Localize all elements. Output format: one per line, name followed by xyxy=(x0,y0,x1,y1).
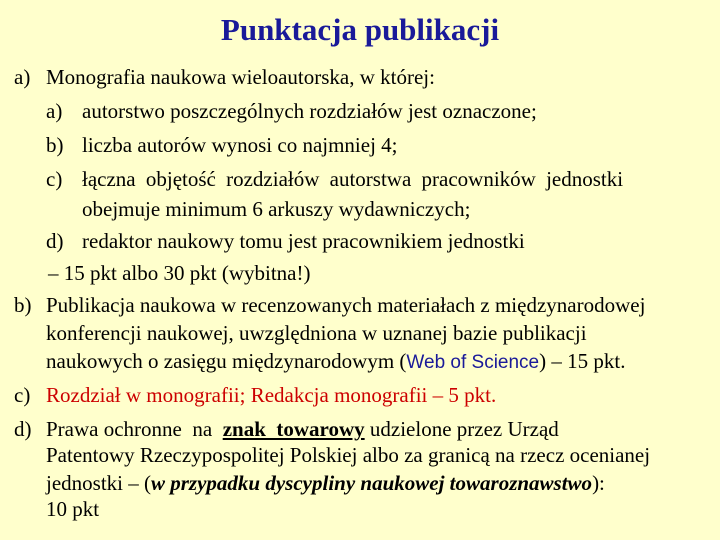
item-text-line3 xyxy=(46,348,625,376)
item-text: Rozdział w monografii; Redakcja monografii – 5 pkt. xyxy=(46,383,497,407)
subitem-marker: b) xyxy=(46,133,64,157)
line3-pre: naukowych o zasięgu międzynarodowym ( xyxy=(46,349,407,373)
subitem-text-line2: obejmuje minimum 6 arkuszy wydawniczych; xyxy=(82,197,471,221)
line3-post: ): xyxy=(592,471,605,495)
subitem-marker: c) xyxy=(46,167,63,191)
item-marker: b) xyxy=(14,293,32,317)
line1-pre: Prawa ochronne na xyxy=(46,417,223,441)
subitem-text: liczba autorów wynosi co najmniej 4; xyxy=(82,133,398,157)
item-text: Monografia naukowa wieloautorska, w której: xyxy=(46,65,435,89)
item-text-line1 xyxy=(46,416,559,442)
item-marker: c) xyxy=(14,383,31,407)
item-text-line4: 10 pkt xyxy=(46,497,100,521)
subitem-marker: a) xyxy=(46,99,63,123)
item-text-line3 xyxy=(46,470,605,496)
line1-post: udzielone przez Urząd xyxy=(364,417,559,441)
item-text-line1: Publikacja naukowa w recenzowanych materiałach z międzynarodowej xyxy=(46,293,646,317)
subitem-text-line1: łączna objętość rozdziałów autorstwa pracowników jednostki xyxy=(82,167,624,191)
item-text-line2: konferencji naukowej, uwzględniona w uznanej bazie publikacji xyxy=(46,321,587,345)
line3-post: ) – 15 pkt. xyxy=(539,349,626,373)
subitem-text: redaktor naukowy tomu jest pracownikiem jednostki xyxy=(82,229,525,253)
points-text: – 15 pkt albo 30 pkt (wybitna!) xyxy=(48,261,311,285)
item-marker: a) xyxy=(14,65,31,89)
line3-pre: jednostki – ( xyxy=(46,471,151,495)
trademark-text: znak towarowy xyxy=(222,417,365,441)
item-text-line2: Patentowy Rzeczypospolitej Polskiej albo za granicą na rzecz ocenianej xyxy=(46,443,651,467)
subitem-text: autorstwo poszczególnych rozdziałów jest oznaczone; xyxy=(82,99,537,123)
subitem-marker: d) xyxy=(46,229,64,253)
slide-title: Punktacja publikacji xyxy=(220,12,500,47)
discipline-note: w przypadku dyscypliny naukowej towaroznawstwo xyxy=(151,471,593,495)
item-marker: d) xyxy=(14,417,32,441)
web-of-science-text: Web of Science xyxy=(406,352,540,373)
